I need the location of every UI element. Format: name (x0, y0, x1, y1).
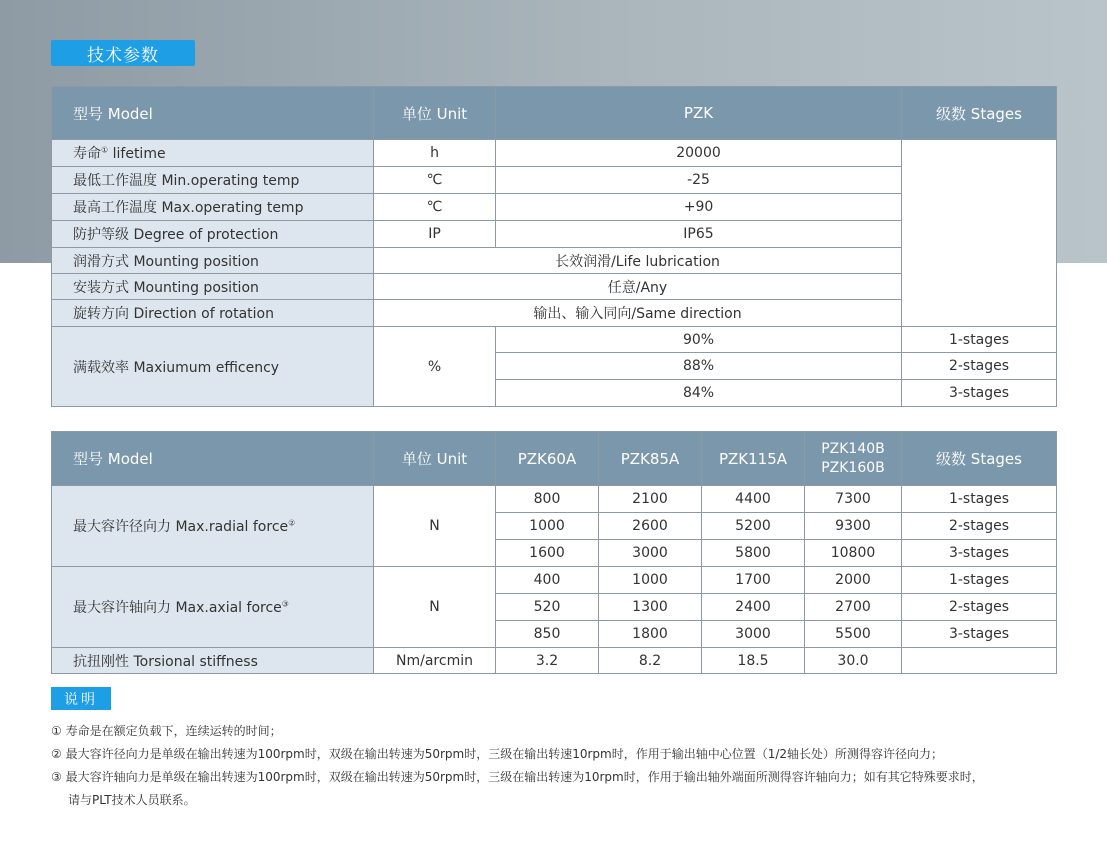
section-title: 技术参数 (51, 40, 195, 66)
row-label: 防护等级 Degree of protection (52, 221, 374, 248)
cell-value: 3.2 (496, 648, 599, 674)
row-label: 润滑方式 Mounting position (52, 248, 374, 274)
cell-unit: h (374, 140, 496, 167)
header-model: 型号 Model (52, 87, 374, 140)
cell-value: 84% (496, 380, 902, 407)
stages-blank-cell (902, 140, 1057, 327)
cell-value: 2700 (805, 594, 902, 621)
cell-stage: 1-stages (902, 567, 1057, 594)
cell-value: 3000 (599, 540, 702, 567)
cell-value: 5500 (805, 621, 902, 648)
cell-unit: N (374, 486, 496, 567)
cell-value: 2000 (805, 567, 902, 594)
cell-value: 7300 (805, 486, 902, 513)
cell-unit: ℃ (374, 194, 496, 221)
cell-value: 1700 (702, 567, 805, 594)
cell-unit: IP (374, 221, 496, 248)
row-label: 最高工作温度 Max.operating temp (52, 194, 374, 221)
header-unit: 单位 Unit (374, 432, 496, 486)
cell-value: 4400 (702, 486, 805, 513)
spec-table-forces (51, 431, 1057, 674)
header-col1: PZK60A (496, 432, 599, 486)
table-header-row (52, 432, 1057, 486)
cell-stage: 2-stages (902, 594, 1057, 621)
cell-value: 10800 (805, 540, 902, 567)
header-stages: 级数 Stages (902, 87, 1057, 140)
header-stages: 级数 Stages (902, 432, 1057, 486)
table-row (52, 327, 1057, 353)
header-col4: PZK140B PZK160B (805, 432, 902, 486)
header-col2: PZK85A (599, 432, 702, 486)
row-label: 安装方式 Mounting position (52, 274, 374, 300)
cell-value: 20000 (496, 140, 902, 167)
cell-value: 30.0 (805, 648, 902, 674)
cell-value: 3000 (702, 621, 805, 648)
cell-value: 2100 (599, 486, 702, 513)
row-label: 旋转方向 Direction of rotation (52, 300, 374, 327)
cell-stage: 2-stages (902, 513, 1057, 540)
cell-value: 1800 (599, 621, 702, 648)
table-row (52, 486, 1057, 513)
cell-value: 850 (496, 621, 599, 648)
cell-value: 2400 (702, 594, 805, 621)
cell-value: 1300 (599, 594, 702, 621)
header-col3: PZK115A (702, 432, 805, 486)
note-line: ② 最大容许径向力是单级在输出转速为100rpm时，双级在输出转速为50rpm时，三级在输出转速10rpm时，作用于输出轴中心位置（1/2轴长处）所测得容许径向力； (51, 747, 944, 761)
cell-unit: % (374, 327, 496, 407)
cell-value: 2600 (599, 513, 702, 540)
cell-stage: 2-stages (902, 353, 1057, 380)
cell-value: 输出、输入同向/Same direction (374, 300, 902, 327)
cell-unit: N (374, 567, 496, 648)
cell-value: +90 (496, 194, 902, 221)
row-label-lifetime: 寿命① lifetime (52, 140, 374, 167)
cell-stage: 3-stages (902, 380, 1057, 407)
row-label-radial-force: 最大容许径向力 Max.radial force② (52, 486, 374, 567)
cell-value: 5200 (702, 513, 805, 540)
table-header-row (52, 87, 1057, 140)
cell-value: 长效润滑/Life lubrication (374, 248, 902, 274)
cell-unit: ℃ (374, 167, 496, 194)
note-line: ① 寿命是在额定负载下，连续运转的时间； (51, 724, 282, 738)
note-mark: ③ (281, 599, 289, 609)
header-model: 型号 Model (52, 432, 374, 486)
cell-stage: 1-stages (902, 486, 1057, 513)
cell-value: 1000 (599, 567, 702, 594)
note-mark: ① (101, 145, 109, 155)
cell-value: 400 (496, 567, 599, 594)
row-label-efficiency: 满载效率 Maxiumum efficency (52, 327, 374, 407)
note-line: 请与PLT技术人员联系。 (68, 793, 196, 807)
notes-block (51, 720, 1091, 812)
cell-value: 8.2 (599, 648, 702, 674)
notes-tag: 说明 (51, 687, 111, 710)
cell-value: 1600 (496, 540, 599, 567)
cell-stage (902, 648, 1057, 674)
cell-value: 18.5 (702, 648, 805, 674)
cell-value: 5800 (702, 540, 805, 567)
table-row (52, 140, 1057, 167)
cell-value: -25 (496, 167, 902, 194)
row-label-torsional-stiffness: 抗扭刚性 Torsional stiffness (52, 648, 374, 674)
cell-value: 9300 (805, 513, 902, 540)
cell-value: 88% (496, 353, 902, 380)
cell-unit: Nm/arcmin (374, 648, 496, 674)
cell-value: 任意/Any (374, 274, 902, 300)
cell-stage: 1-stages (902, 327, 1057, 353)
cell-stage: 3-stages (902, 621, 1057, 648)
cell-value: 800 (496, 486, 599, 513)
row-label: 最低工作温度 Min.operating temp (52, 167, 374, 194)
cell-stage: 3-stages (902, 540, 1057, 567)
cell-value: 520 (496, 594, 599, 621)
cell-value: 1000 (496, 513, 599, 540)
header-series: PZK (496, 87, 902, 140)
table-row (52, 648, 1057, 674)
row-label-axial-force: 最大容许轴向力 Max.axial force③ (52, 567, 374, 648)
spec-table-general (51, 86, 1057, 407)
header-unit: 单位 Unit (374, 87, 496, 140)
note-line: ③ 最大容许轴向力是单级在输出转速为100rpm时，双级在输出转速为50rpm时，三级在输出转速为10rpm时，作用于输出轴外端面所测得容许轴向力；如有其它特殊要求时， (51, 770, 984, 784)
table-row (52, 567, 1057, 594)
cell-value: 90% (496, 327, 902, 353)
cell-value: IP65 (496, 221, 902, 248)
note-mark: ② (288, 518, 296, 528)
